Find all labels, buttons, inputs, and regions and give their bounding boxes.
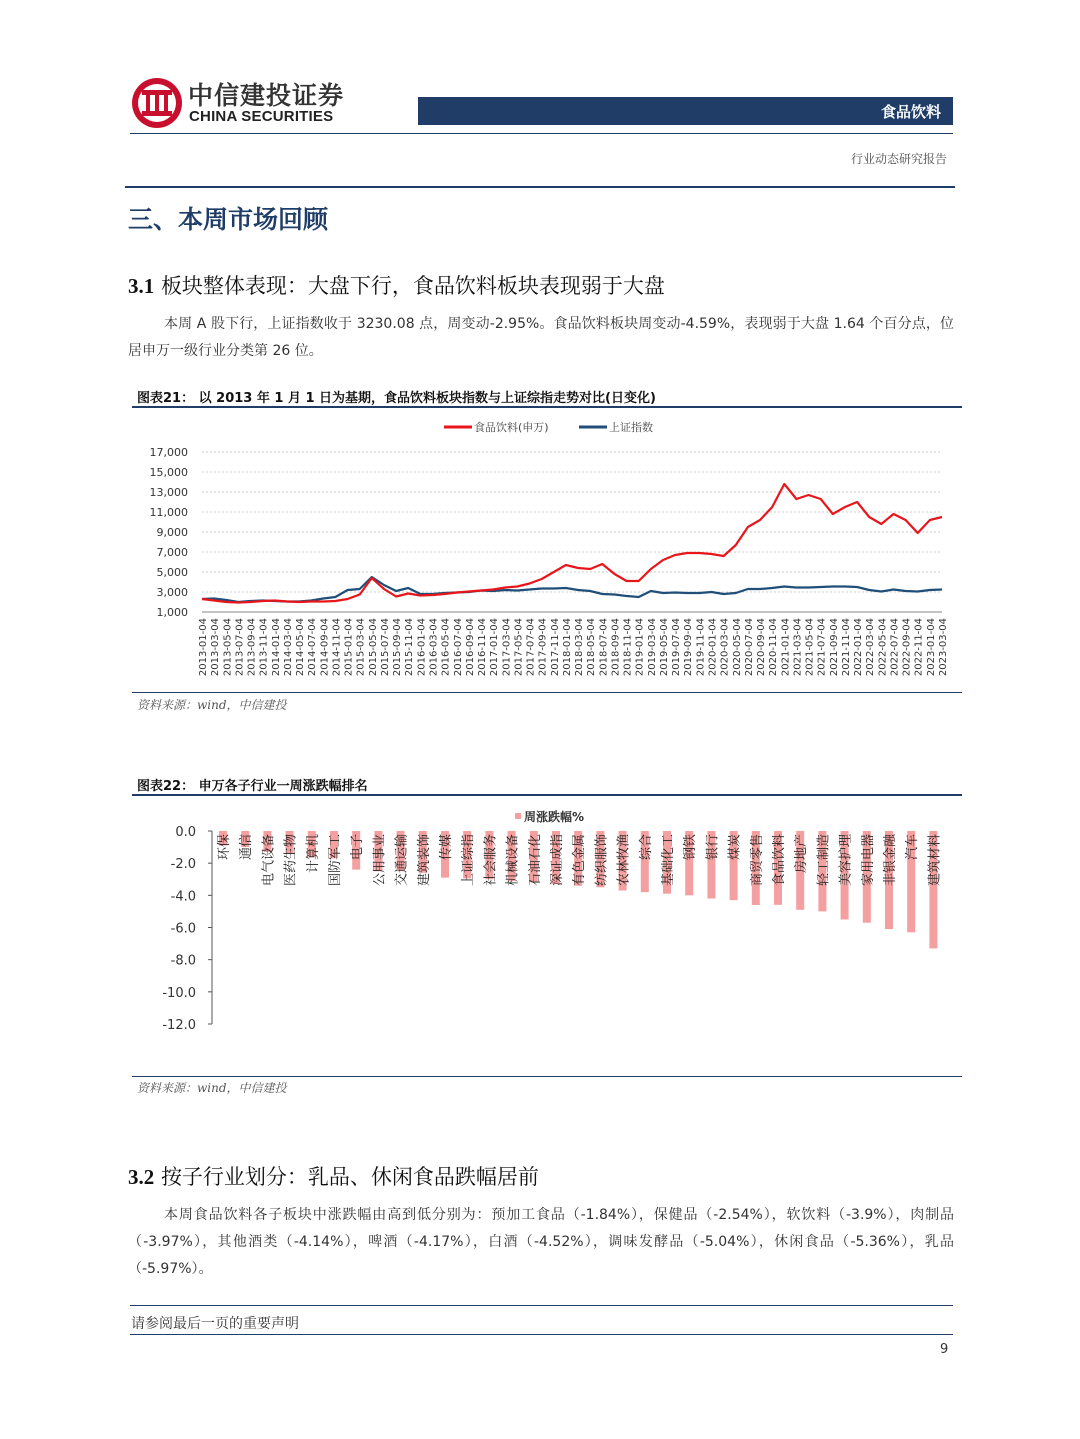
category-label: 电子 [350, 834, 366, 861]
x-tick-label: 2019-07-04 [671, 618, 683, 677]
x-tick-label: 2015-03-04 [355, 618, 367, 677]
figure-21-top-rule [132, 406, 962, 408]
x-tick-label: 2020-05-04 [731, 618, 743, 677]
subsection-number: 3.2 [128, 1165, 155, 1189]
chart-legend [444, 420, 653, 434]
x-tick-label: 2018-07-04 [598, 618, 610, 677]
x-tick-label: 2015-11-04 [404, 618, 416, 677]
figure-22-top-rule [132, 794, 962, 796]
category-label: 上证综指 [461, 834, 477, 887]
category-label: 综合 [638, 834, 654, 861]
x-tick-label: 2013-11-04 [258, 618, 270, 677]
x-tick-label: 2013-05-04 [222, 618, 234, 677]
category-label: 深证成指 [550, 834, 565, 887]
subsection-title: 按子行业划分：乳品、休闲食品跌幅居前 [160, 1165, 539, 1189]
category-label: 计算机 [305, 834, 321, 874]
paragraph-3-2: 本周食品饮料各子板块中涨跌幅由高到低分别为：预加工食品（-1.84%），保健品（-2.54%），软饮料（-3.9%），肉制品（-3.97%），其他酒类（-4.14%），啤酒（-4.17%），白酒（-4.52%），调味发酵品（-5.04%），休闲食品（-5.36%），乳品（-5.97%）。 [128, 1207, 954, 1277]
x-tick-label: 2022-09-04 [901, 618, 913, 677]
x-tick-label: 2014-03-04 [282, 618, 294, 677]
x-tick-label: 2016-05-04 [440, 618, 452, 677]
subsection-number: 3.1 [128, 274, 155, 298]
series-line-food-beverage [202, 484, 942, 603]
x-tick-label: 2014-01-04 [270, 618, 282, 677]
x-tick-label: 2021-03-04 [792, 618, 804, 677]
x-tick-label: 2018-05-04 [586, 618, 598, 677]
figure-21-caption: 图表21： 以 2013 年 1 月 1 日为基期，食品饮料板块指数与上证综指走势对比(日变化) [137, 391, 656, 406]
category-label: 建筑材料 [927, 834, 943, 887]
category-label: 食品饮料 [772, 834, 787, 887]
disclaimer-note: 请参阅最后一页的重要声明 [131, 1316, 299, 1332]
legend-swatch-bar [515, 813, 521, 819]
category-label: 汽车 [905, 834, 921, 861]
x-tick-label: 2022-05-04 [877, 618, 889, 677]
x-tick-label: 2017-09-04 [537, 618, 549, 677]
x-tick-label: 2017-11-04 [549, 618, 561, 677]
category-label: 煤炭 [727, 834, 743, 861]
figure-21-bottom-rule [132, 692, 962, 693]
x-tick-label: 2014-11-04 [331, 618, 343, 677]
category-label: 传媒 [439, 834, 454, 861]
x-tick-label: 2015-01-04 [343, 618, 355, 677]
bar-chart-legend [515, 809, 584, 824]
series-lines [202, 484, 942, 603]
figure-22-caption: 图表22： 申万各子行业一周涨跌幅排名 [137, 779, 368, 794]
x-tick-label: 2017-07-04 [525, 618, 537, 677]
x-tick-label: 2022-07-04 [889, 618, 901, 677]
x-tick-label: 2021-05-04 [804, 618, 816, 677]
x-tick-label: 2016-07-04 [452, 618, 464, 677]
y-tick-label: 7,000 [156, 546, 188, 559]
category-label: 纺织服饰 [594, 834, 610, 887]
category-label: 非银金融 [883, 834, 898, 887]
x-tick-label: 2019-01-04 [634, 618, 646, 677]
y-tick-label: 3,000 [156, 586, 188, 599]
category-label: 医药生物 [283, 834, 299, 887]
footer-divider [130, 1305, 953, 1306]
y-tick-label: -2.0 [170, 857, 196, 873]
x-tick-label: 2018-01-04 [561, 618, 573, 677]
y-tick-label: 5,000 [156, 566, 188, 579]
category-label: 家用电器 [860, 834, 876, 887]
x-tick-label: 2013-09-04 [246, 618, 258, 677]
y-tick-label: 15,000 [149, 466, 188, 479]
x-tick-label: 2021-09-04 [828, 618, 840, 677]
y-tick-label: -4.0 [170, 889, 196, 905]
header-divider [130, 133, 953, 134]
x-tick-label: 2018-09-04 [610, 618, 622, 677]
paragraph-3-1: 本周 A 股下行，上证指数收于 3230.08 点，周变动-2.95%。食品饮料板块周变动-4.59%，表现弱于大盘 1.64 个百分点，位居申万一级行业分类第 26 位。 [128, 316, 954, 359]
x-tick-label: 2016-09-04 [464, 618, 476, 677]
x-tick-label: 2015-05-04 [367, 618, 379, 677]
category-label: 钢铁 [683, 834, 699, 861]
bar-category-labels [217, 833, 942, 886]
section-title: 三、本周市场回顾 [128, 205, 329, 234]
category-label: 农林牧渔 [616, 834, 632, 887]
x-axis-ticks [198, 618, 949, 676]
x-tick-label: 2014-07-04 [307, 618, 319, 677]
category-label: 交通运输 [394, 834, 410, 887]
citic-logo-icon [130, 76, 184, 130]
footer-divider-bottom [130, 1334, 953, 1335]
x-tick-label: 2021-11-04 [840, 618, 852, 677]
legend-label-food: 食品饮料(申万) [474, 421, 549, 434]
x-tick-label: 2013-07-04 [234, 618, 246, 677]
x-tick-label: 2017-03-04 [501, 618, 513, 677]
y-tick-label: 9,000 [156, 526, 188, 539]
y-tick-label: 17,000 [149, 446, 188, 459]
category-label: 基础化工 [661, 834, 676, 887]
company-logo [130, 76, 360, 134]
category-label: 银行 [705, 834, 721, 861]
x-tick-label: 2022-11-04 [913, 618, 925, 677]
x-tick-label: 2023-03-04 [938, 618, 949, 677]
section-divider [125, 186, 955, 188]
x-tick-label: 2016-01-04 [416, 618, 428, 677]
x-tick-label: 2017-05-04 [513, 618, 525, 677]
subsection-heading-3-2 [128, 1161, 539, 1191]
category-label: 房地产 [794, 834, 810, 874]
industry-banner [418, 97, 953, 125]
category-label: 国防军工 [328, 834, 343, 887]
y-axis-ticks [150, 446, 189, 619]
category-label: 有色金属 [572, 834, 588, 887]
x-tick-label: 2014-09-04 [319, 618, 331, 677]
page-number: 9 [940, 1342, 949, 1357]
logo-english-name: CHINA SECURITIES [189, 108, 334, 125]
x-tick-label: 2016-11-04 [477, 618, 489, 677]
x-tick-label: 2019-09-04 [683, 618, 695, 677]
x-tick-label: 2013-01-04 [198, 618, 209, 677]
y-tick-label: -8.0 [170, 953, 196, 969]
y-tick-label: -10.0 [162, 985, 196, 1001]
x-tick-label: 2017-01-04 [489, 618, 501, 677]
x-tick-label: 2020-01-04 [707, 618, 719, 677]
category-label: 电气设备 [261, 834, 277, 887]
y-tick-label: 13,000 [149, 486, 188, 499]
x-tick-label: 2022-03-04 [865, 618, 877, 677]
x-tick-label: 2021-07-04 [816, 618, 828, 677]
industry-label: 食品饮料 [880, 103, 941, 121]
x-tick-label: 2023-01-04 [925, 618, 937, 677]
x-tick-label: 2018-03-04 [574, 618, 586, 677]
x-tick-label: 2020-07-04 [743, 618, 755, 677]
legend-label-bar: 周涨跌幅% [524, 810, 585, 824]
category-label: 社会服务 [483, 834, 499, 887]
y-tick-label: 1,000 [156, 606, 188, 619]
x-tick-label: 2020-09-04 [756, 618, 768, 677]
category-label: 商贸零售 [749, 834, 765, 887]
x-tick-label: 2020-11-04 [768, 618, 780, 677]
category-label: 轻工制造 [816, 834, 832, 887]
x-tick-label: 2020-03-04 [719, 618, 731, 677]
report-type: 行业动态研究报告 [850, 152, 947, 166]
x-tick-label: 2022-01-04 [853, 618, 865, 677]
category-label: 环保 [217, 834, 232, 861]
category-label: 美容护理 [838, 834, 854, 887]
x-tick-label: 2019-11-04 [695, 618, 707, 677]
x-tick-label: 2013-03-04 [210, 618, 222, 677]
bar-y-axis [162, 825, 212, 1033]
x-tick-label: 2015-09-04 [392, 618, 404, 677]
x-tick-label: 2019-05-04 [658, 618, 670, 677]
logo-chinese-name: 中信建投证券 [188, 81, 345, 110]
category-label: 石油石化 [527, 834, 543, 887]
category-label: 通信 [239, 834, 255, 861]
y-tick-label: 0.0 [175, 825, 196, 840]
y-tick-label: -6.0 [170, 921, 196, 937]
subsection-title: 板块整体表现：大盘下行，食品饮料板块表现弱于大盘 [160, 274, 665, 298]
subsection-heading-3-1 [128, 270, 665, 300]
series-line-shanghai-index [202, 577, 942, 602]
figure-21-source: 资料来源：wind，中信建投 [137, 698, 287, 712]
figure-22-source: 资料来源：wind，中信建投 [137, 1081, 287, 1095]
figure-22-bottom-rule [132, 1076, 962, 1077]
category-label: 建筑装饰 [416, 834, 432, 887]
x-tick-label: 2018-11-04 [622, 618, 634, 677]
x-tick-label: 2019-03-04 [646, 618, 658, 677]
y-tick-label: 11,000 [149, 506, 188, 519]
category-label: 机械设备 [505, 834, 521, 887]
bar-chart [132, 798, 962, 1074]
y-tick-label: -12.0 [162, 1018, 196, 1033]
legend-label-shanghai: 上证指数 [609, 421, 653, 434]
x-tick-label: 2021-01-04 [780, 618, 792, 677]
line-chart [132, 410, 962, 690]
category-label: 公用事业 [372, 834, 388, 887]
x-tick-label: 2016-03-04 [428, 618, 440, 677]
x-tick-label: 2014-05-04 [295, 618, 307, 677]
x-tick-label: 2015-07-04 [379, 618, 391, 677]
